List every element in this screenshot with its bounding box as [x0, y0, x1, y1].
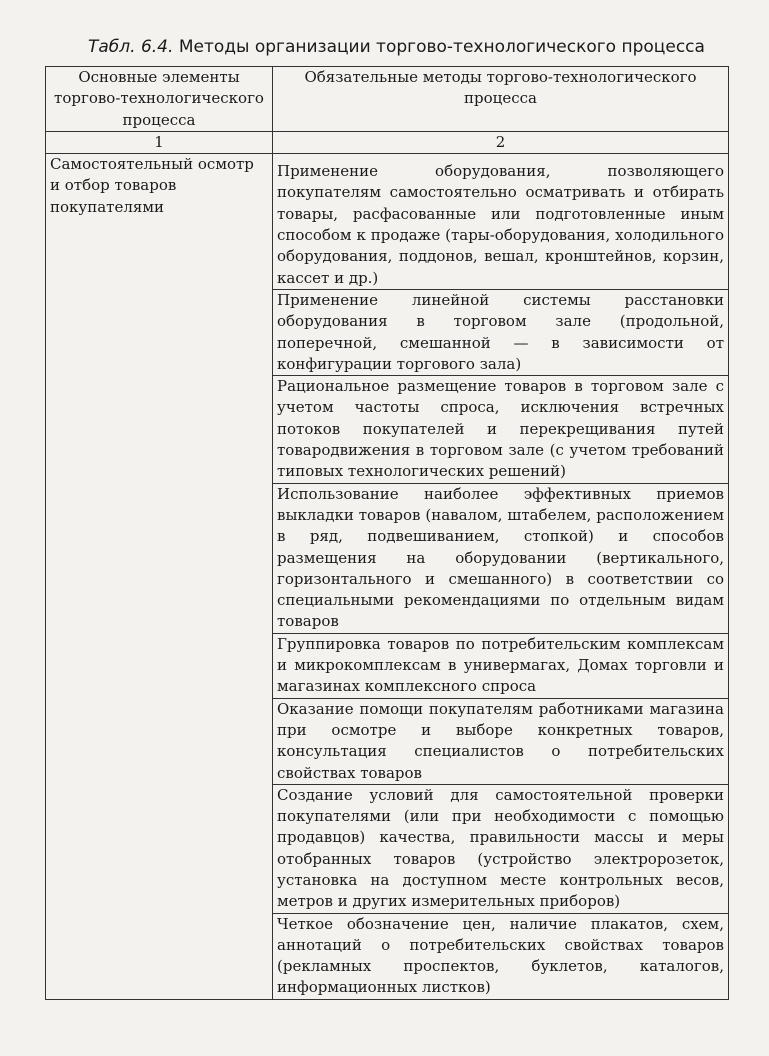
method-item: Использование наиболее эффективных приемов выкладки товаров (навалом, штабелем, расположением в ряд, подвешиванием, стопкой) и способов размещения на оборудовании (вертикального, горизонтального и смешанного) в соответствии со специальными рекомендациями по отдельным видам товаров	[273, 484, 728, 634]
header-elements: Основные элементы торгово-технологического процесса	[46, 67, 273, 132]
method-item: Четкое обозначение цен, наличие плакатов, схем, аннотаций о потребительских свойствах товаров (рекламных проспектов, буклетов, каталогов, информационных листков)	[277, 914, 724, 997]
column-number-2: 2	[273, 131, 729, 153]
method-item: Создание условий для самостоятельной проверки покупателями (или при необходимости с помощью продавцов) качества, правильности массы и меры отобранных товаров (устройство электророзеток, установка на доступном месте контрольных весов, метров и других измерительных приборов)	[273, 785, 728, 914]
header-methods: Обязательные методы торгово-технологического процесса	[273, 67, 729, 132]
caption-label: Табл. 6.4.	[88, 37, 174, 57]
methods-table	[45, 66, 729, 1000]
header-row	[46, 67, 729, 132]
element-cell: Самостоятельный осмотр и отбор товаров покупателями	[46, 154, 273, 1000]
method-item: Оказание помощи покупателям работниками магазина при осмотре и выборе конкретных товаров, консультация специалистов о потребительских свойствах товаров	[273, 699, 728, 785]
method-item: Группировка товаров по потребительским комплексам и микрокомплексам в универмагах, Домах торговли и магазинах комплексного спроса	[273, 634, 728, 699]
table-caption	[88, 36, 728, 58]
column-number-row	[46, 131, 729, 153]
caption-title: Методы организации торгово-технологического процесса	[178, 37, 705, 57]
methods-cell	[273, 154, 729, 1000]
column-number-1: 1	[46, 131, 273, 153]
method-item: Применение оборудования, позволяющего покупателям самостоятельно осматривать и отбирать товары, расфасованные или подготовленные иным способом к продаже (тары-оборудования, холодильного оборудования, поддонов, вешал, кронштейнов, корзин, кассет и др.)	[273, 154, 728, 290]
method-item: Применение линейной системы расстановки оборудования в торговом зале (продольной, поперечной, смешанной — в зависимости от конфигурации торгового зала)	[273, 290, 728, 376]
method-item: Рациональное размещение товаров в торговом зале с учетом частоты спроса, исключения встречных потоков покупателей и перекрещивания путей товародвижения в торговом зале (с учетом требований типовых технологических решений)	[273, 376, 728, 483]
table-row	[46, 154, 729, 1000]
